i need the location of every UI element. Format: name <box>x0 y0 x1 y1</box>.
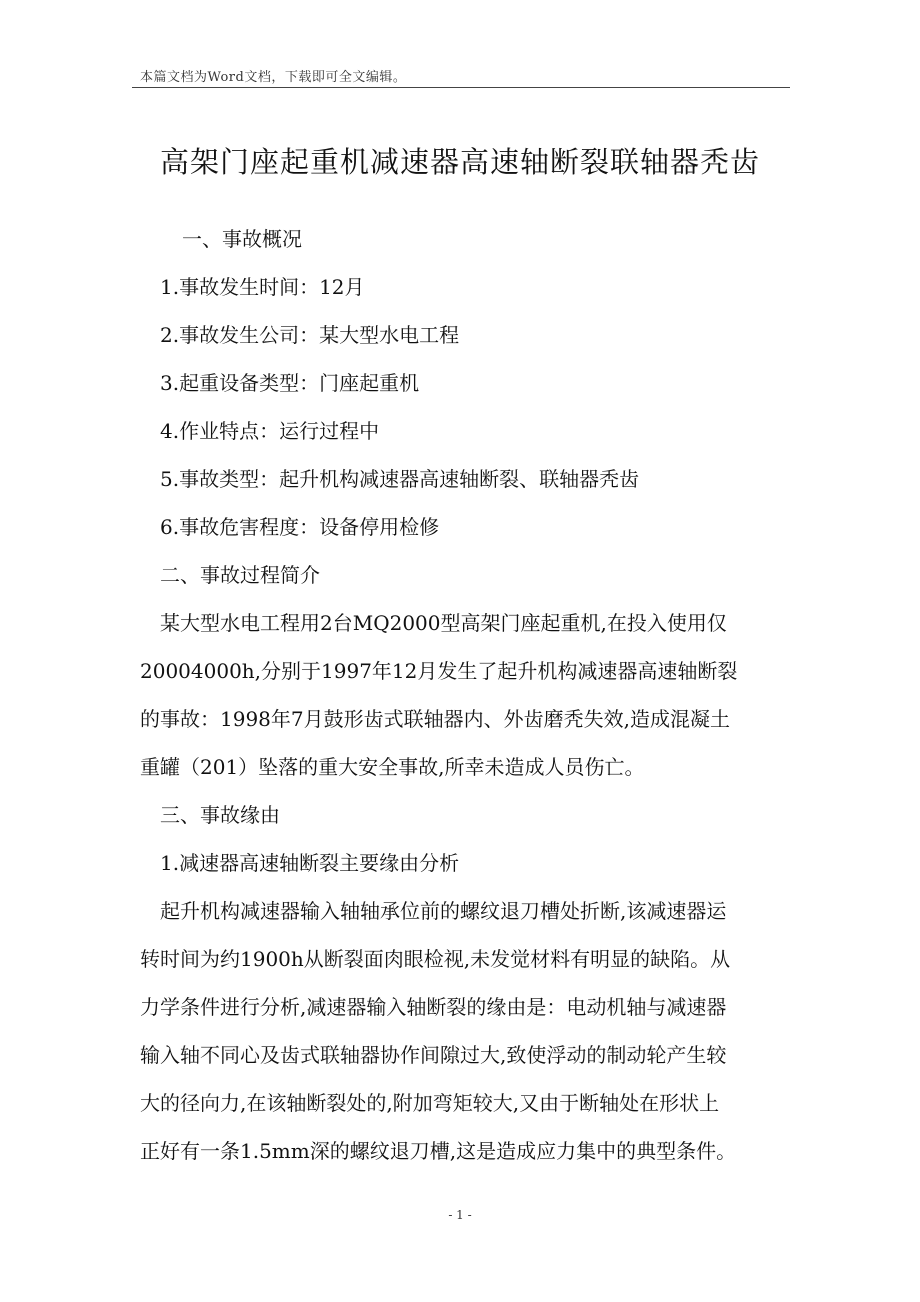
paragraph-line: 起升机构减速器输入轴轴承位前的螺纹退刀槽处折断,该减速器运 <box>160 899 727 923</box>
list-item: 2.事故发生公司：某大型水电工程 <box>160 323 460 347</box>
section-heading: 三、事故缘由 <box>160 803 280 827</box>
list-item: 5.事故类型：起升机构减速器高速轴断裂、联轴器秃齿 <box>160 467 640 491</box>
paragraph-line: 转时间为约1900h从断裂面肉眼检视,未发觉材料有明显的缺陷。从 <box>140 947 731 971</box>
section-heading: 一、事故概况 <box>182 227 302 251</box>
page-number: - 1 - <box>448 1208 472 1222</box>
paragraph-line: 的事故：1998年7月鼓形齿式联轴器内、外齿磨秃失效,造成混凝土 <box>140 707 730 731</box>
section-heading: 二、事故过程简介 <box>160 563 320 587</box>
paragraph-line: 大的径向力,在该轴断裂处的,附加弯矩较大,又由于断轴处在形状上 <box>140 1091 720 1115</box>
subsection-heading: 1.减速器高速轴断裂主要缘由分析 <box>160 851 460 875</box>
header-note: 本篇文档为Word文档，下载即可全文编辑。 <box>140 70 407 85</box>
paragraph-line: 20004000h,分别于1997年12月发生了起升机构减速器高速轴断裂 <box>140 659 738 683</box>
document-title: 高架门座起重机减速器高速轴断裂联轴器秃齿 <box>159 145 760 179</box>
list-item: 1.事故发生时间：12月 <box>160 275 365 299</box>
header-rule <box>132 87 790 88</box>
paragraph-line: 重罐（201）坠落的重大安全事故,所幸未造成人员伤亡。 <box>140 755 645 779</box>
list-item: 6.事故危害程度：设备停用检修 <box>160 515 440 539</box>
list-item: 3.起重设备类型：门座起重机 <box>160 371 420 395</box>
paragraph-line: 某大型水电工程用2台MQ2000型高架门座起重机,在投入使用仅 <box>160 611 727 635</box>
paragraph-line: 力学条件进行分析,减速器输入轴断裂的缘由是：电动机轴与减速器 <box>140 995 727 1019</box>
list-item: 4.作业特点：运行过程中 <box>160 419 380 443</box>
paragraph-line: 输入轴不同心及齿式联轴器协作间隙过大,致使浮动的制动轮产生较 <box>140 1043 727 1067</box>
paragraph-line: 正好有一条1.5mm深的螺纹退刀槽,这是造成应力集中的典型条件。 <box>140 1139 737 1163</box>
